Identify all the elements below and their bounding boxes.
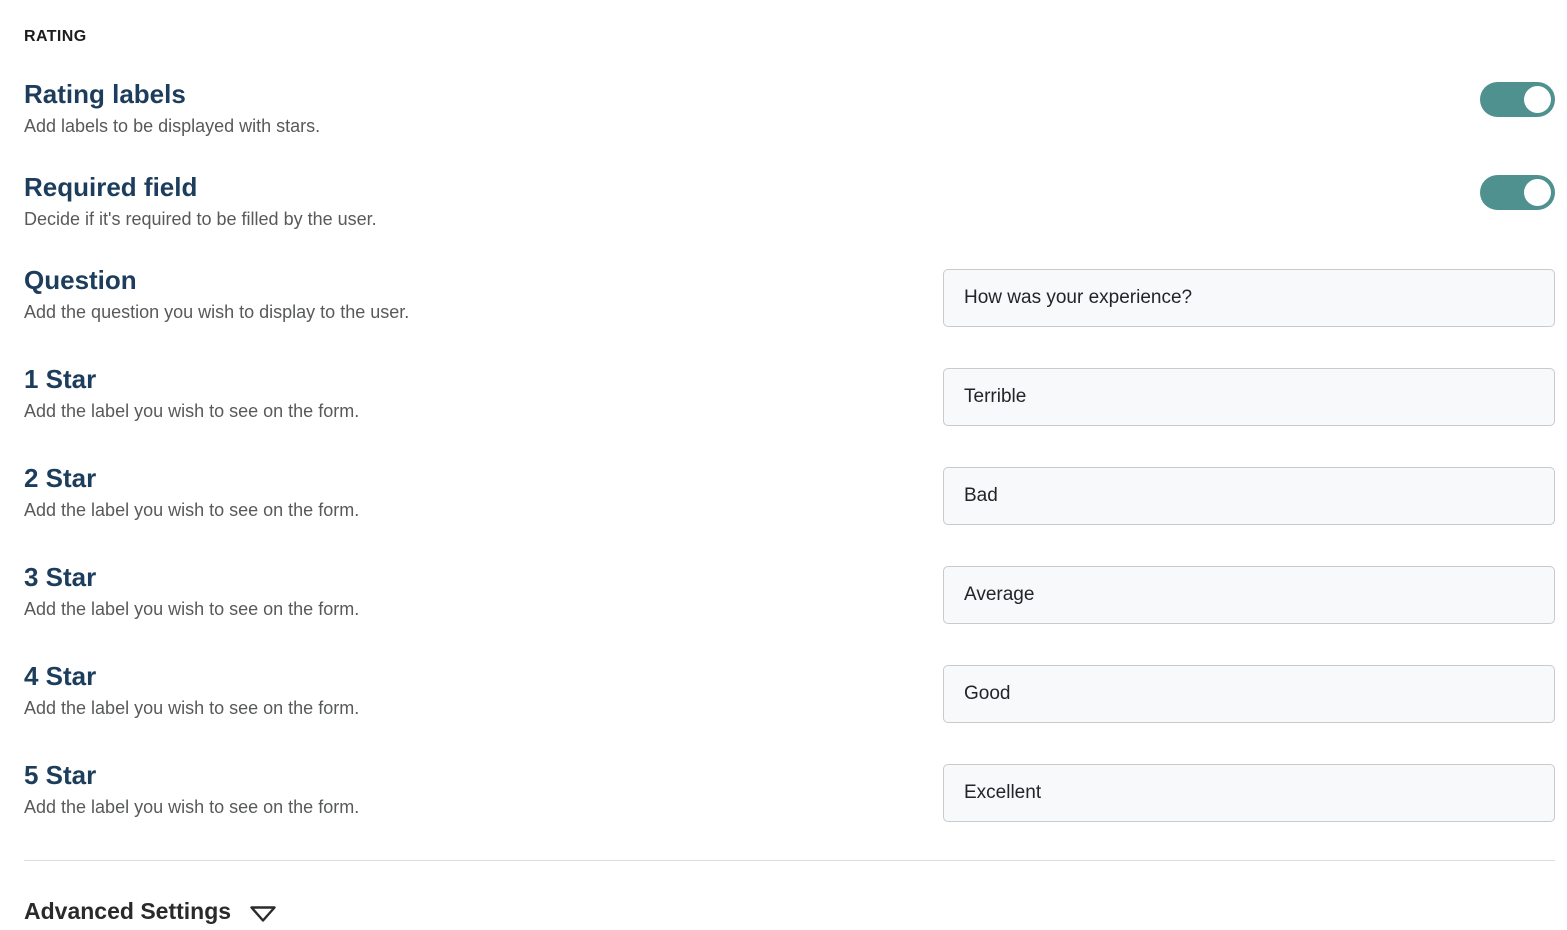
setting-row-1-star <box>24 365 1555 426</box>
toggle-knob <box>1524 179 1551 206</box>
setting-row-required-field <box>24 173 1555 230</box>
question-input[interactable] <box>943 269 1555 327</box>
section-divider <box>24 860 1555 861</box>
setting-text <box>24 365 943 422</box>
setting-title: 1 Star <box>24 364 97 395</box>
setting-title: Question <box>24 265 137 296</box>
star-4-input[interactable] <box>943 665 1555 723</box>
star-5-input[interactable] <box>943 764 1555 822</box>
setting-description: Add labels to be displayed with stars. <box>24 115 321 136</box>
advanced-settings-toggle[interactable] <box>24 898 277 925</box>
setting-description: Add the question you wish to display to the user. <box>24 301 410 322</box>
setting-description: Add the label you wish to see on the form. <box>24 796 360 817</box>
advanced-settings-label: Advanced Settings <box>24 898 232 925</box>
setting-text <box>24 662 943 719</box>
toggle-knob <box>1524 86 1551 113</box>
setting-title: 4 Star <box>24 661 97 692</box>
setting-text <box>24 80 1480 137</box>
setting-text <box>24 464 943 521</box>
setting-text <box>24 266 943 323</box>
setting-title: 2 Star <box>24 463 97 494</box>
setting-title: 5 Star <box>24 760 97 791</box>
setting-title: Required field <box>24 172 198 203</box>
star-1-input[interactable] <box>943 368 1555 426</box>
setting-description: Add the label you wish to see on the form. <box>24 598 360 619</box>
chevron-down-icon <box>249 905 277 923</box>
section-label-rating: RATING <box>24 28 87 45</box>
setting-row-2-star <box>24 464 1555 525</box>
setting-description: Add the label you wish to see on the form. <box>24 697 360 718</box>
setting-description: Add the label you wish to see on the form. <box>24 499 360 520</box>
setting-description: Add the label you wish to see on the form. <box>24 400 360 421</box>
setting-row-4-star <box>24 662 1555 723</box>
setting-title: Rating labels <box>24 79 186 109</box>
setting-row-5-star <box>24 761 1555 822</box>
setting-description: Decide if it's required to be filled by the user. <box>24 208 377 229</box>
star-3-input[interactable] <box>943 566 1555 624</box>
setting-title: 3 Star <box>24 562 97 593</box>
setting-row-question <box>24 266 1555 327</box>
rating-labels-toggle[interactable] <box>1480 82 1555 117</box>
star-2-input[interactable] <box>943 467 1555 525</box>
setting-text <box>24 563 943 620</box>
setting-text <box>24 173 1480 230</box>
required-field-toggle[interactable] <box>1480 175 1555 210</box>
setting-text <box>24 761 943 818</box>
setting-row-rating-labels <box>24 80 1555 137</box>
setting-row-3-star <box>24 563 1555 624</box>
